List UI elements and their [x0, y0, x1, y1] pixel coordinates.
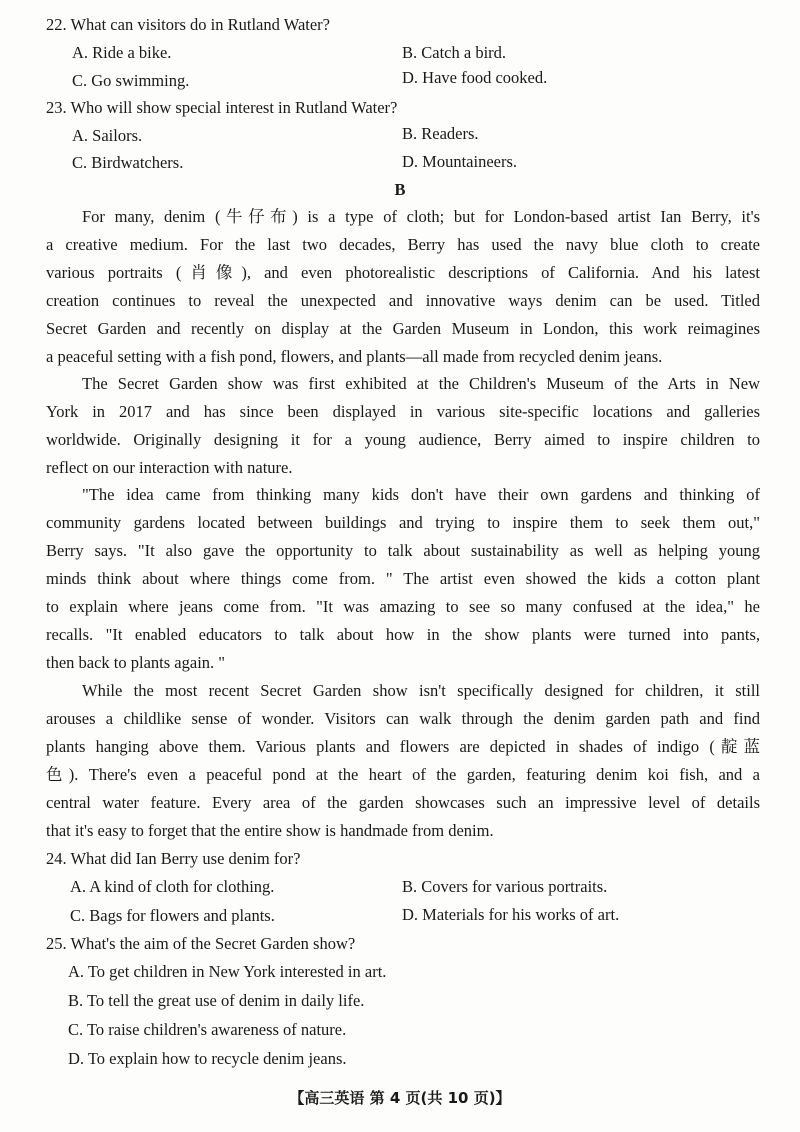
passage-heading: B	[394, 180, 406, 199]
passage-line: reflect on our interaction with nature.	[46, 458, 293, 477]
passage-line: creation continues to reveal the unexpected and innovative ways denim can be used. Titled	[46, 291, 760, 310]
passage-line: that it's easy to forget that the entire show is handmade from denim.	[46, 821, 494, 840]
question-25: 25. What's the aim of the Secret Garden show?	[46, 934, 356, 953]
question-24: 24. What did Ian Berry use denim for?	[46, 849, 301, 868]
q22-option-c: C. Go swimming.	[72, 71, 190, 90]
q22-option-a: A. Ride a bike.	[72, 43, 172, 62]
passage-line: arouses a childlike sense of wonder. Visitors can walk through the denim garden path and find	[46, 709, 760, 728]
q24-option-c: C. Bags for flowers and plants.	[70, 906, 275, 925]
q22-option-b: B. Catch a bird.	[402, 43, 507, 62]
passage-line: The Secret Garden show was first exhibited at the Children's Museum of the Arts in New	[82, 374, 760, 393]
passage-line: "The idea came from thinking many kids don't have their own gardens and thinking of	[82, 485, 760, 504]
passage-line: York in 2017 and has since been displayed in various site-specific locations and galleries	[46, 402, 760, 421]
passage-line: recalls. "It enabled educators to talk about how in the show plants were turned into pants,	[46, 625, 760, 644]
passage-line: a peaceful setting with a fish pond, flowers, and plants—all made from recycled denim jeans.	[46, 347, 663, 366]
q25-option-a: A. To get children in New York interested in art.	[68, 962, 387, 981]
passage-line: to explain where jeans come from. "It was amazing to see so many confused at the idea," he	[46, 597, 760, 616]
q25-option-b: B. To tell the great use of denim in daily life.	[68, 991, 365, 1010]
question-22: 22. What can visitors do in Rutland Water?	[46, 15, 331, 34]
passage-line: various portraits (肖像), and even photorealistic descriptions of California. And his latest	[46, 263, 760, 282]
q22-option-d: D. Have food cooked.	[402, 68, 548, 87]
q24-option-a: A. A kind of cloth for clothing.	[70, 877, 275, 896]
question-23: 23. Who will show special interest in Rutland Water?	[46, 98, 398, 117]
q24-option-b: B. Covers for various portraits.	[402, 877, 608, 896]
q23-option-c: C. Birdwatchers.	[72, 153, 184, 172]
q23-option-b: B. Readers.	[402, 124, 479, 143]
passage-line: 色). There's even a peaceful pond at the heart of the garden, featuring denim koi fish, and a	[46, 765, 760, 784]
q25-option-c: C. To raise children's awareness of nature.	[68, 1020, 347, 1039]
passage-line: worldwide. Originally designing it for a young audience, Berry aimed to inspire children to	[46, 430, 760, 449]
passage-line: Secret Garden and recently on display at the Garden Museum in London, this work reimagines	[46, 319, 760, 338]
passage-line: plants hanging above them. Various plants and flowers are depicted in shades of indigo (靛蓝	[46, 737, 760, 756]
passage-line: a creative medium. For the last two decades, Berry has used the navy blue cloth to create	[46, 235, 760, 254]
passage-line: central water feature. Every area of the garden showcases such an impressive level of details	[46, 793, 760, 812]
page-footer: 【高三英语 第 4 页(共 10 页)】	[289, 1089, 511, 1107]
q23-option-a: A. Sailors.	[72, 126, 143, 145]
passage-line: then back to plants again. "	[46, 653, 226, 672]
q24-option-d: D. Materials for his works of art.	[402, 905, 620, 924]
passage-line: Berry says. "It also gave the opportunity to talk about sustainability as well as helping young	[46, 541, 760, 560]
q25-option-d: D. To explain how to recycle denim jeans.	[68, 1049, 347, 1068]
passage-line: minds think about where things come from. " The artist even showed the kids a cotton plant	[46, 569, 760, 588]
passage-line: For many, denim (牛仔布) is a type of cloth; but for London-based artist Ian Berry, it's	[82, 207, 760, 226]
passage-line: While the most recent Secret Garden show isn't specifically designed for children, it still	[82, 681, 760, 700]
passage-line: community gardens located between buildings and trying to inspire them to seek them out,"	[46, 513, 760, 532]
q23-option-d: D. Mountaineers.	[402, 152, 518, 171]
